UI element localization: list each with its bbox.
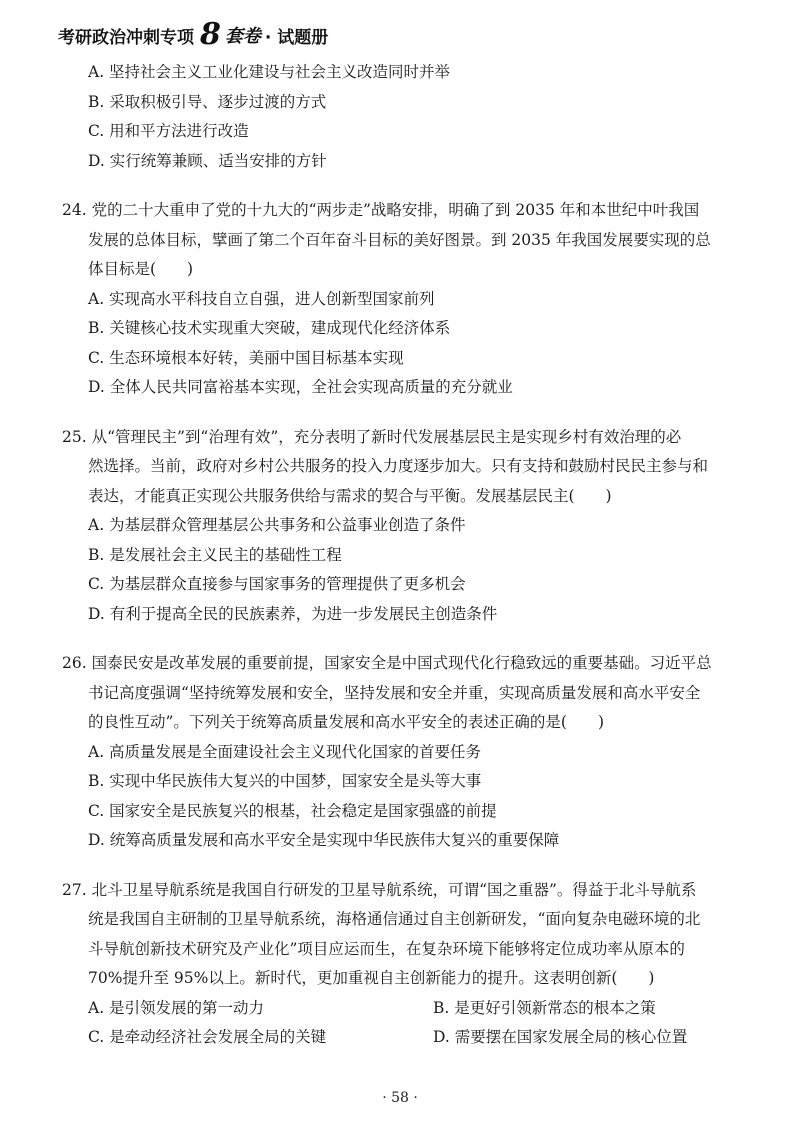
stem-line: 25. 从“管理民主”到“治理有效”，充分表明了新时代发展基层民主是实现乡村有效治理的必: [62, 427, 682, 446]
page-number: · 58 ·: [382, 1090, 418, 1106]
option-a: A. 高质量发展是全面建设社会主义现代化国家的首要任务: [88, 742, 482, 761]
option-d: D. 有利于提高全民的民族素养，为进一步发展民主创造条件: [88, 604, 498, 623]
option-c: C. 用和平方法进行改造: [88, 122, 249, 140]
stem-line: 然选择。当前，政府对乡村公共服务的投入力度逐步加大。只有支持和鼓励村民民主参与和: [88, 457, 709, 475]
question-24: [62, 196, 742, 403]
question-stem: [62, 649, 742, 738]
stem-line: 24. 党的二十大重申了党的十九大的“两步走”战略安排，明确了到 2035 年和本世纪中叶我国: [62, 201, 700, 219]
stem-line: 体目标是( ): [88, 260, 194, 278]
question-27: [62, 876, 742, 1053]
page-header: [58, 17, 329, 52]
option-d: D. 需要摆在国家发展全局的核心位置: [433, 1028, 688, 1046]
option-d: D. 全体人民共同富裕基本实现，全社会实现高质量的充分就业: [88, 378, 513, 396]
option-b: B. 采取积极引导、逐步过渡的方式: [88, 92, 327, 111]
option-b: B. 是更好引领新常态的根本之策: [433, 998, 656, 1017]
header-subtitle: · 试题册: [264, 27, 329, 48]
option-c: C. 为基层群众直接参与国家事务的管理提供了更多机会: [88, 575, 466, 593]
stem-line: 书记高度强调“坚持统筹发展和安全，坚持发展和安全并重，实现高质量发展和高水平安全: [88, 683, 701, 702]
question-25: [62, 423, 742, 630]
option-a: A. 为基层群众管理基层公共事务和公益事业创造了条件: [88, 516, 466, 534]
question-stem: [62, 876, 742, 994]
options-grid: [62, 994, 742, 1053]
option-a: A. 是引领发展的第一动力: [88, 998, 265, 1017]
stem-line: 70%提升至 95%以上。新时代，更加重视自主创新能力的提升。这表明创新( ): [88, 969, 655, 987]
stem-line: 27. 北斗卫星导航系统是我国自行研发的卫星导航系统，可谓“国之重器”。得益于北斗导航系: [62, 880, 697, 899]
question-stem: [62, 423, 742, 512]
brand-number: 8: [200, 17, 221, 52]
option-c: C. 国家安全是民族复兴的根基，社会稳定是国家强盛的前提: [88, 801, 497, 820]
stem-line: 26. 国泰民安是改革发展的重要前提，国家安全是中国式现代化行稳致远的重要基础。习近平总: [62, 654, 712, 672]
option-b: B. 实现中华民族伟大复兴的中国梦，国家安全是头等大事: [88, 772, 482, 790]
question-26: [62, 649, 742, 856]
continued-options: [62, 58, 742, 176]
option-b: B. 是发展社会主义民主的基础性工程: [88, 545, 342, 564]
option-a: A. 坚持社会主义工业化建设与社会主义改造同时并举: [88, 63, 451, 81]
option-d: D. 统筹高质量发展和高水平安全是实现中华民族伟大复兴的重要保障: [88, 831, 560, 849]
option-b: B. 关键核心技术实现重大突破，建成现代化经济体系: [88, 319, 451, 337]
brand-word: 套卷: [224, 26, 261, 47]
stem-line: 统是我国自主研制的卫星导航系统，海格通信通过自主创新研发，“面向复杂电磁环境的北: [88, 910, 701, 928]
option-c: C. 是牵动经济社会发展全局的关键: [88, 1028, 327, 1046]
option-c: C. 生态环境根本好转，美丽中国目标基本实现: [88, 348, 404, 367]
page-content: [62, 58, 742, 1053]
stem-line: 发展的总体目标，擘画了第二个百年奋斗目标的美好图景。到 2035 年我国发展要实现的总: [88, 230, 711, 249]
stem-line: 的良性互动”。下列关于统筹高质量发展和高水平安全的表述正确的是( ): [88, 713, 605, 731]
stem-line: 表达，才能真正实现公共服务供给与需求的契合与平衡。发展基层民主( ): [88, 486, 612, 505]
question-stem: [62, 196, 742, 285]
option-a: A. 实现高水平科技自立自强，进人创新型国家前列: [88, 289, 435, 308]
header-title: 考研政治冲刺专项: [58, 27, 194, 48]
option-d: D. 实行统筹兼顾、适当安排的方针: [88, 151, 327, 170]
stem-line: 斗导航创新技术研究及产业化”项目应运而生，在复杂环境下能够将定位成功率从原本的: [88, 939, 685, 958]
